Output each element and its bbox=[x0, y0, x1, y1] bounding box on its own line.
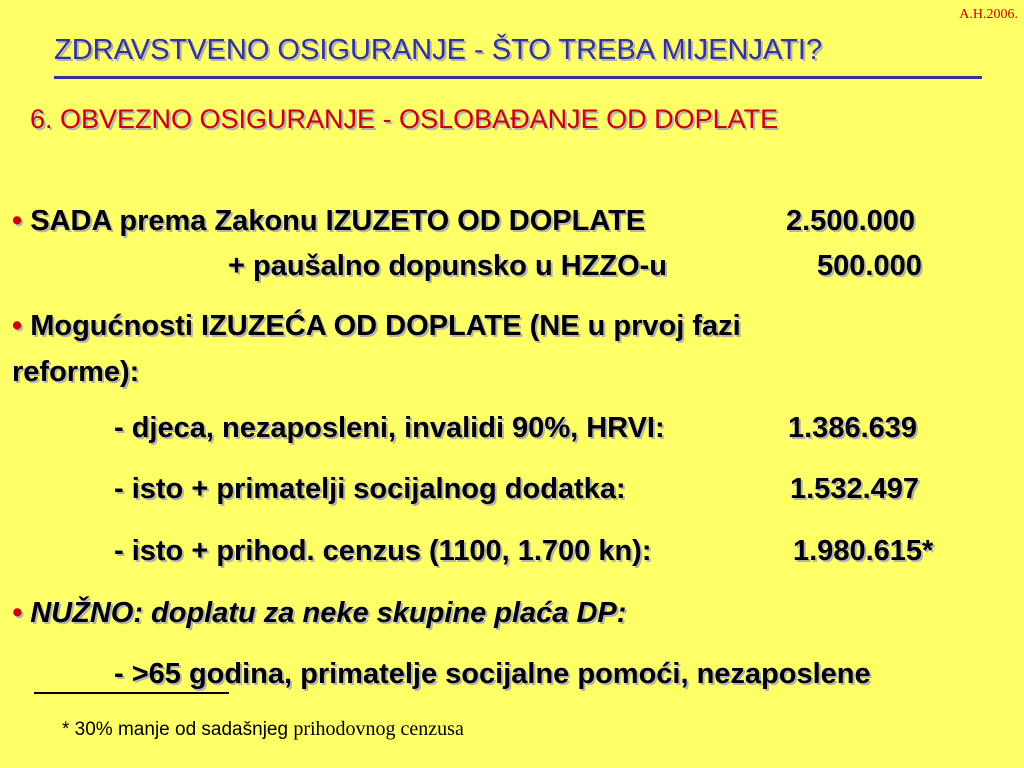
bullet-icon: • bbox=[12, 310, 23, 342]
bullet-nuzno bbox=[12, 597, 626, 630]
djeca-text: - djeca, nezaposleni, invalidi 90%, HRVI: bbox=[114, 412, 665, 444]
socijalni-text: - isto + primatelji socijalnog dodatka: bbox=[114, 473, 626, 505]
mogucnosti-text: Mogućnosti IZUZEĆA OD DOPLATE (NE u prvoj fazi bbox=[30, 310, 741, 342]
footnote bbox=[62, 718, 464, 741]
title-underline bbox=[54, 76, 982, 79]
bullet-mogucnosti bbox=[12, 310, 741, 343]
socijalni-value: 1.532.497 bbox=[790, 473, 920, 505]
author-label: A.H.2006. bbox=[959, 7, 1018, 22]
slide-subtitle: 6. OBVEZNO OSIGURANJE - OSLOBAĐANJE OD DOPLATE bbox=[30, 104, 779, 134]
nuzno-text: NUŽNO: doplatu za neke skupine plaća DP: bbox=[30, 597, 627, 629]
skupine-text: - >65 godina, primatelje socijalne pomoći, nezaposlene bbox=[114, 658, 871, 690]
bullet-sada bbox=[12, 205, 645, 238]
bullet-icon: • bbox=[12, 205, 23, 237]
sada-value: 2.500.000 bbox=[786, 205, 916, 237]
dopunsko-text: + paušalno dopunsko u HZZO-u bbox=[228, 250, 668, 282]
cenzus-text: - isto + prihod. cenzus (1100, 1.700 kn): bbox=[114, 535, 652, 567]
mogucnosti-continuation: reforme): bbox=[12, 356, 140, 388]
footnote-divider bbox=[34, 692, 229, 694]
sada-text: SADA prema Zakonu IZUZETO OD DOPLATE bbox=[30, 205, 646, 237]
footnote-part1: * 30% manje od sadašnjeg bbox=[62, 719, 289, 740]
bullet-icon: • bbox=[12, 597, 23, 629]
dopunsko-value: 500.000 bbox=[817, 250, 922, 282]
slide-title: ZDRAVSTVENO OSIGURANJE - ŠTO TREBA MIJENJATI? bbox=[54, 34, 823, 66]
djeca-value: 1.386.639 bbox=[788, 412, 918, 444]
cenzus-value: 1.980.615* bbox=[793, 535, 934, 567]
footnote-part2: prihodovnog cenzusa bbox=[293, 718, 464, 740]
